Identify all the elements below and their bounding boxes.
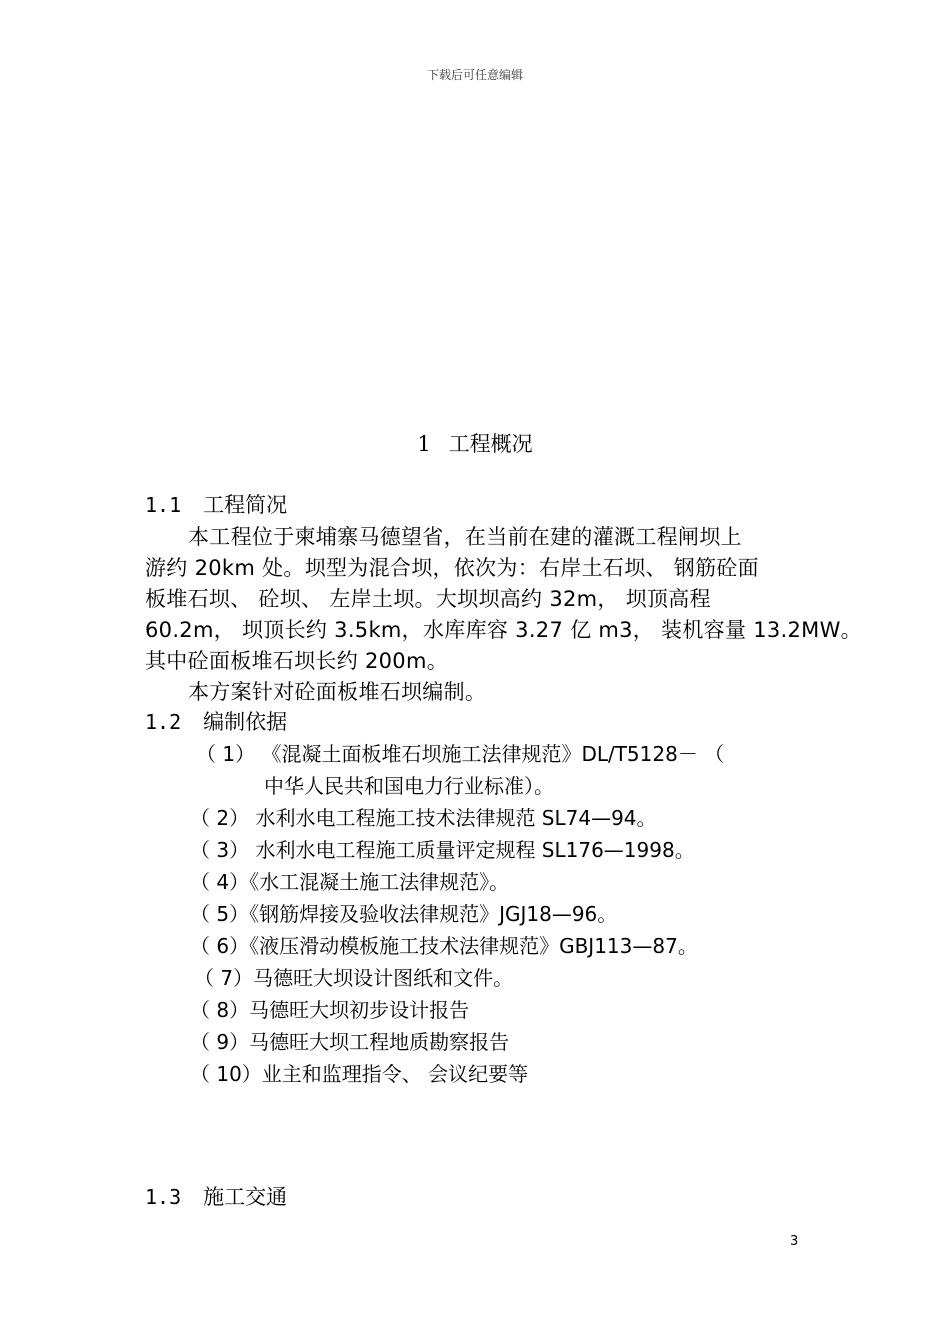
section-title: 编制依据: [203, 710, 288, 734]
list-item: （ 7）马德旺大坝设计图纸和文件。: [194, 966, 514, 990]
compilation-basis-list: [190, 738, 820, 1090]
scheme-scope-paragraph: [145, 677, 805, 708]
section-title: 施工交通: [203, 1185, 288, 1209]
section-heading-1-2: [145, 707, 287, 737]
paragraph-line: 板堆石坝、 砼坝、 左岸土坝。大坝坝高约 32m， 坝顶高程: [145, 587, 711, 611]
paragraph-line: 本方案针对砼面板堆石坝编制。: [188, 680, 487, 704]
project-overview-paragraph: [145, 522, 862, 677]
section-title: 工程简况: [203, 493, 288, 517]
page-number: 3: [790, 1234, 799, 1249]
paragraph-line: 60.2m， 坝顶长约 3.5km，水库库容 3.27 亿 m3， 装机容量 13.2MW。: [145, 618, 862, 642]
list-item: （ 2） 水利水电工程施工技术法律规范 SL74—94。: [190, 806, 657, 830]
list-item: （ 3） 水利水电工程施工质量评定规程 SL176—1998。: [190, 838, 695, 862]
section-heading-1-3: [145, 1182, 287, 1212]
section-number: 1.2: [145, 710, 182, 734]
list-item: （ 4）《水工混凝土施工法律规范》。: [190, 870, 510, 894]
chapter-heading: [0, 428, 950, 458]
list-item: （ 5）《钢筋焊接及验收法律规范》JGJ18—96。: [190, 902, 618, 926]
list-item: （ 9）马德旺大坝工程地质勘察报告: [190, 1030, 510, 1054]
page-header: 下载后可任意编辑: [426, 68, 523, 82]
list-item-continuation: 中华人民共和国电力行业标准）。: [264, 774, 554, 798]
list-item: （ 1） 《混凝土面板堆石坝施工法律规范》DL/T5128－ （: [196, 742, 725, 766]
paragraph-line: 本工程位于柬埔寨马德望省，在当前在建的灌溉工程闸坝上: [188, 525, 742, 549]
list-item: （ 6）《液压滑动模板施工技术法律规范》GBJ113—87。: [190, 934, 698, 958]
list-item: （ 8）马德旺大坝初步设计报告: [190, 998, 470, 1022]
section-number: 1.1: [145, 493, 182, 517]
list-item: （ 10）业主和监理指令、 会议纪要等: [190, 1062, 529, 1086]
paragraph-line: 其中砼面板堆石坝长约 200m。: [145, 649, 449, 673]
paragraph-line: 游约 20km 处。坝型为混合坝，依次为：右岸土石坝、 钢筋砼面: [145, 556, 759, 580]
section-heading-1-1: [145, 490, 287, 520]
chapter-title: 工程概况: [448, 432, 533, 456]
section-number: 1.3: [145, 1185, 182, 1209]
chapter-number: 1: [417, 432, 431, 456]
